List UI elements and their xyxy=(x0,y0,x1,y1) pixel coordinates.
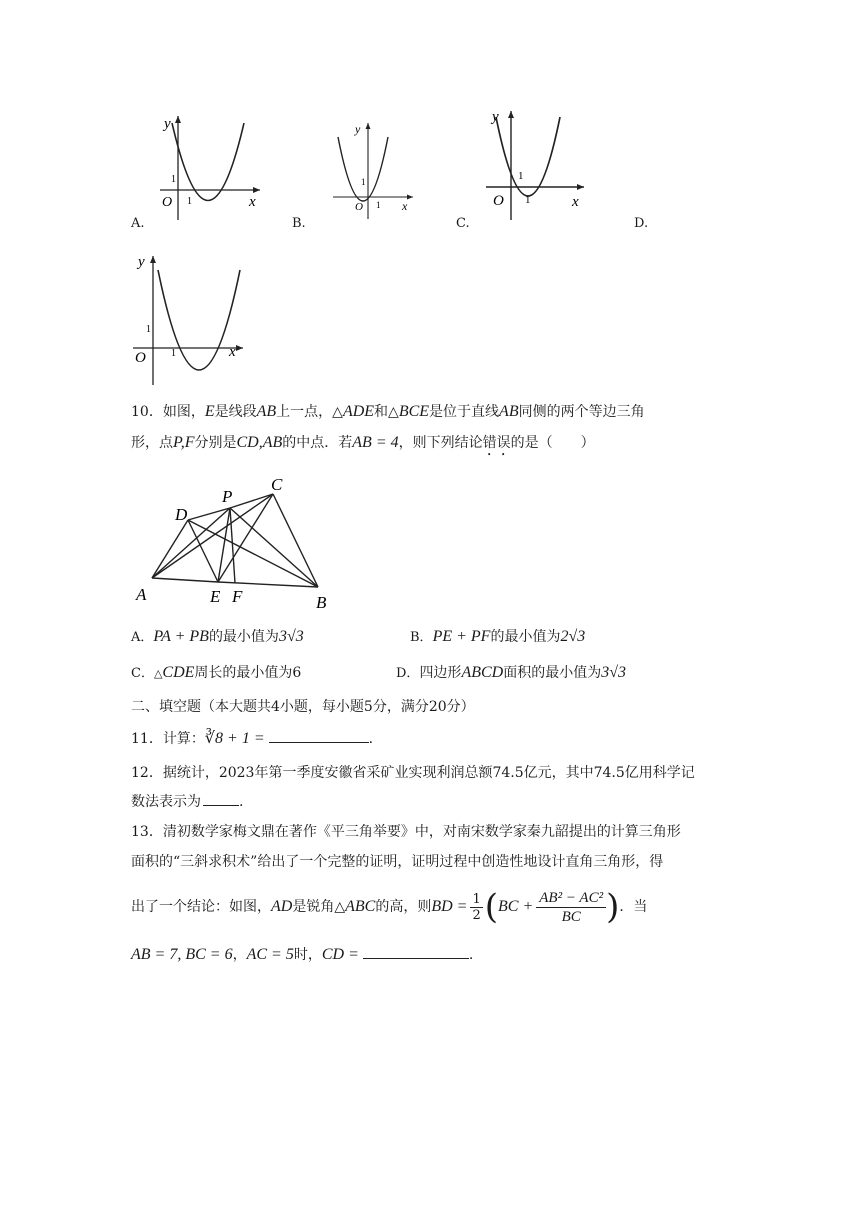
origin-label: O xyxy=(162,195,173,210)
q10-option-c[interactable]: C．△CDE周长的最小值为6 xyxy=(131,664,302,681)
svg-text:C: C xyxy=(271,475,283,494)
q12-line1: 12．据统计，2023年第一季度安徽省采矿业实现利润总额74.5亿元，其中74.5亿用科学记 xyxy=(131,765,695,781)
answer-blank[interactable] xyxy=(203,793,239,806)
svg-text:1: 1 xyxy=(146,324,151,335)
q13-line1: 13．清初数学家梅文鼎在著作《平三角举要》中，对南宋数学家秦九韶提出的计算三角形 xyxy=(131,824,681,840)
q10-line1: 10．如图，E是线段AB上一点，△ADE和△BCE是位于直线AB同侧的两个等边三角 xyxy=(131,403,645,420)
section-2-heading: 二、填空题（本大题共4小题，每小题5分，满分20分） xyxy=(131,699,475,715)
svg-text:1: 1 xyxy=(518,170,524,182)
svg-text:1: 1 xyxy=(376,200,381,210)
fraction-ab-ac: $\frac{\text{AB² − AC²}}{BC}$ xyxy=(536,889,606,926)
q10-option-d[interactable]: D．四边形ABCD面积的最小值为3√3 xyxy=(396,664,626,681)
q10-figure xyxy=(130,468,335,616)
svg-text:B: B xyxy=(316,593,327,612)
svg-text:y: y xyxy=(355,122,361,136)
q10-option-a[interactable]: A．PA + PB的最小值为3√3 xyxy=(131,628,304,645)
svg-text:x: x xyxy=(572,194,579,210)
answer-blank[interactable] xyxy=(269,730,369,743)
svg-text:O: O xyxy=(493,193,504,209)
q13-line3: 出了一个结论：如图， AD 是锐角 △ ABC 的高，则 BD = $\frac{1}{2}$ ( BC + $\frac{\text{AB² − AC²}}{BC}$ ) ．当 xyxy=(131,887,648,927)
graph-c xyxy=(480,105,590,223)
graph-b xyxy=(325,115,420,220)
answer-blank[interactable] xyxy=(363,946,469,959)
svg-text:1: 1 xyxy=(525,194,531,206)
svg-text:1: 1 xyxy=(171,348,176,359)
svg-text:O: O xyxy=(355,201,363,213)
svg-text:F: F xyxy=(232,587,243,606)
svg-text:A: A xyxy=(136,585,147,604)
svg-text:P: P xyxy=(222,487,233,506)
option-b-label: B. xyxy=(292,216,306,231)
svg-text:y: y xyxy=(138,254,145,270)
q10-line2: 形，点P,F分别是CD,AB的中点．若AB = 4，则下列结论错误的是（ ） xyxy=(131,434,595,451)
y-label: y xyxy=(164,116,171,132)
option-c-label: C. xyxy=(456,216,470,231)
svg-text:x: x xyxy=(229,344,236,360)
svg-text:D: D xyxy=(175,505,188,524)
q13-line2: 面积的“三斜求积术”给出了一个完整的证明，证明过程中创造性地设计直角三角形，得 xyxy=(131,854,664,870)
fraction-half: $\frac{1}{2}$ xyxy=(472,891,481,923)
svg-text:1: 1 xyxy=(187,196,192,207)
q13-line4: AB = 7, BC = 6，AC = 5时，CD = . xyxy=(131,946,474,963)
option-a-label: A. xyxy=(131,216,145,231)
q10-option-b[interactable]: B．PE + PF的最小值为2√3 xyxy=(410,628,586,645)
svg-text:E: E xyxy=(210,587,221,606)
q11: 11．计算：∛8 + 1 = . xyxy=(131,730,374,747)
svg-text:y: y xyxy=(492,109,499,125)
option-d-label: D. xyxy=(634,216,649,231)
graph-d xyxy=(128,250,253,388)
x-label: x xyxy=(249,194,256,210)
emphasis-error: 错误 xyxy=(482,435,511,451)
graph-a xyxy=(150,108,270,223)
svg-text:1: 1 xyxy=(361,177,366,187)
svg-text:x: x xyxy=(402,199,408,213)
svg-text:1: 1 xyxy=(171,174,176,185)
svg-text:O: O xyxy=(135,350,146,366)
q12-line2: 数法表示为 . xyxy=(131,794,244,810)
